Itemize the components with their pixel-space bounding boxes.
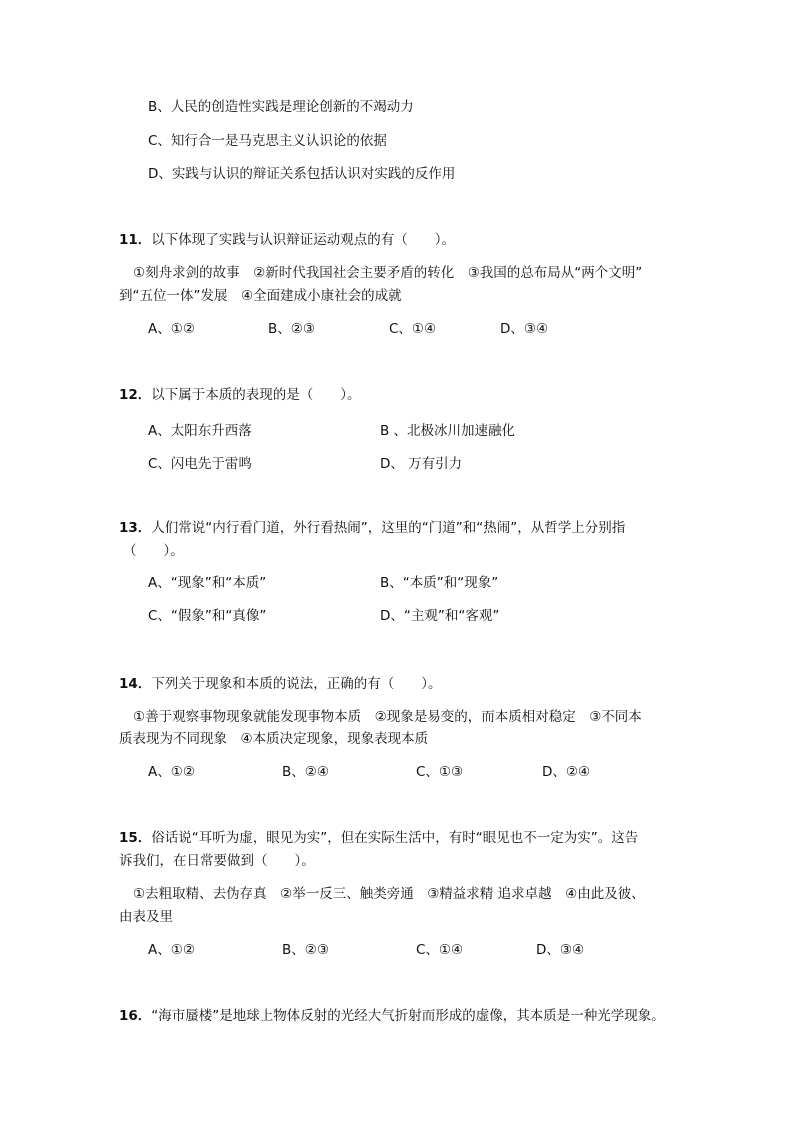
question-11-option-c: C、①④ (389, 321, 437, 337)
question-text: 以下属于本质的表现的是（ ）。 (151, 387, 361, 403)
question-14-option-d: D、②④ (542, 764, 591, 780)
question-15-option-b: B、②③ (282, 942, 329, 958)
question-text: “海市蜃楼”是地球上物体反射的光经大气折射而形成的虚像，其本质是一种光学现象。 (151, 1008, 665, 1024)
question-number: 14． (119, 676, 152, 692)
question-13-option-c: C、“假象”和“真像” (148, 608, 267, 624)
question-number: 16． (119, 1008, 152, 1024)
question-13-option-b: B、“本质”和“现象” (380, 575, 499, 591)
question-12-option-c: C、闪电先于雷鸣 (148, 456, 252, 472)
question-14-stem (119, 675, 442, 693)
question-12-stem (119, 386, 361, 404)
question-12-option-a: A、太阳东升西落 (148, 423, 252, 439)
question-number: 12． (119, 387, 152, 403)
question-15-stem-line-2: 诉我们，在日常要做到（ ）。 (119, 853, 315, 869)
question-13-option-a: A、“现象”和“本质” (148, 575, 267, 591)
question-12-option-d: D、 万有引力 (380, 456, 463, 472)
question-11-stem (119, 231, 455, 249)
question-13-option-d: D、“主观”和“客观” (380, 608, 500, 624)
question-14-statements-line-2: 质表现为不同现象 ④本质决定现象，现象表现本质 (119, 731, 429, 747)
question-text: 以下体现了实践与认识辩证运动观点的有（ ）。 (151, 232, 456, 248)
question-12-option-b: B 、北极冰川加速融化 (380, 423, 516, 439)
question-number: 13． (119, 520, 152, 536)
question-text: 人们常说“内行看门道，外行看热闹”，这里的“门道”和“热闹”，从哲学上分别指 (151, 520, 626, 536)
question-11-option-a: A、①② (148, 321, 195, 337)
question-15-statements-line-2: 由表及里 (119, 909, 173, 925)
question-14-statements-line-1: ①善于观察事物现象就能发现事物本质 ②现象是易变的，而本质相对稳定 ③不同本 (133, 709, 642, 725)
prev-option-d: D、实践与认识的辩证关系包括认识对实践的反作用 (148, 166, 456, 182)
question-13-stem-line-2: （ ）。 (123, 543, 184, 559)
question-16-stem (119, 1007, 665, 1025)
question-number: 11． (119, 232, 152, 248)
question-15-stem-line-1 (119, 829, 638, 847)
question-text: 下列关于现象和本质的说法，正确的有（ ）。 (151, 676, 442, 692)
question-15-option-d: D、③④ (536, 942, 585, 958)
prev-option-b: B、人民的创造性实践是理论创新的不竭动力 (148, 99, 414, 115)
question-11-option-b: B、②③ (268, 321, 315, 337)
question-14-option-b: B、②④ (282, 764, 329, 780)
question-11-option-d: D、③④ (500, 321, 549, 337)
question-15-option-a: A、①② (148, 942, 195, 958)
question-13-stem-line-1 (119, 519, 625, 537)
question-15-option-c: C、①④ (416, 942, 464, 958)
question-15-statements-line-1: ①去粗取精、去伪存真 ②举一反三、触类旁通 ③精益求精 追求卓越 ④由此及彼、 (133, 886, 645, 902)
question-14-option-c: C、①③ (416, 764, 464, 780)
question-text: 俗话说“耳听为虚，眼见为实”，但在实际生活中，有时“眼见也不一定为实”。这告 (151, 830, 639, 846)
question-14-option-a: A、①② (148, 764, 195, 780)
question-11-statements-line-2: 到“五位一体”发展 ④全面建成小康社会的成就 (119, 288, 402, 304)
prev-option-c: C、知行合一是马克思主义认识论的依据 (148, 133, 387, 149)
question-number: 15． (119, 830, 152, 846)
question-11-statements-line-1: ①刻舟求剑的故事 ②新时代我国社会主要矛盾的转化 ③我国的总布局从“两个文明” (133, 265, 643, 281)
